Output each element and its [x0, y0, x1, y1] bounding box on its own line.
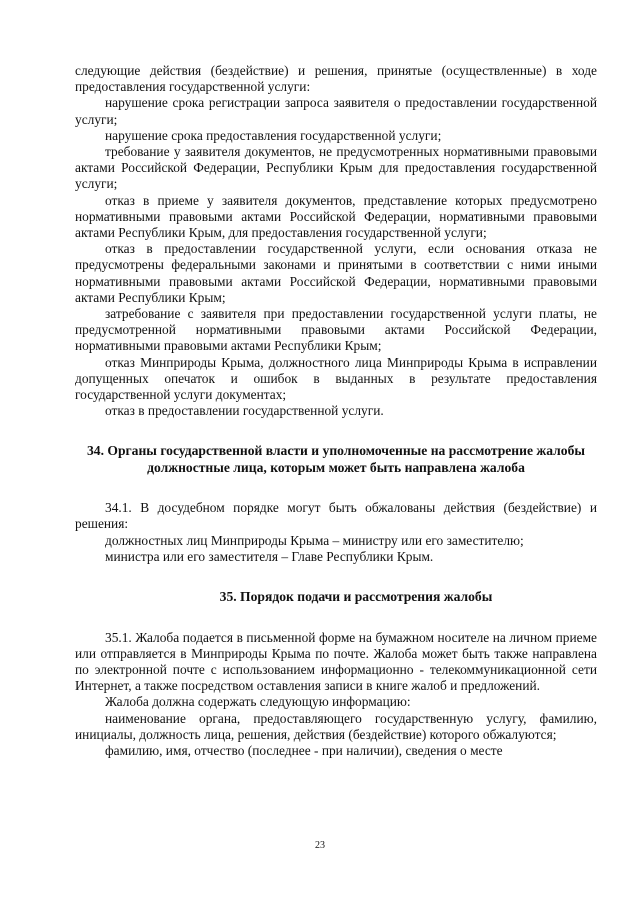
section-34-paragraph: 34.1. В досудебном порядке могут быть обжалованы действия (бездействие) и решения: — [75, 500, 597, 532]
section-34-heading: 34. Органы государственной власти и уполномоченные на рассмотрение жалобы должностные лица, которым может быть направлена жалоба — [86, 443, 585, 475]
list-item: отказ Минприроды Крыма, должностного лица Минприроды Крыма в исправлении допущенных опечаток и ошибок в выданных в результате предоставления государственной услуги документах; — [75, 354, 597, 403]
list-item: отказ в предоставлении государственной услуги. — [105, 403, 384, 419]
section-35-paragraph: 35.1. Жалоба подается в письменной форме на бумажном носителе на личном приеме или отправляется в Минприроды Крыма по почте. Жалоба может быть также направлена по электронной почте с использованием информационно - телекоммуникационной сети Интернет, а также посредством оставления записи в книге жалоб и предложений. — [75, 629, 597, 694]
list-item: отказ в приеме у заявителя документов, представление которых предусмотрено нормативными правовыми актами Российской Федерации, нормативными правовыми актами Республики Крым, для предоставления государственной услуги; — [75, 192, 597, 241]
page-content — [75, 63, 597, 759]
section-35-paragraph: Жалоба должна содержать следующую информацию: — [105, 694, 411, 710]
section-35-heading: 35. Порядок подачи и рассмотрения жалобы — [219, 589, 493, 605]
page-number: 23 — [315, 840, 325, 851]
list-item: наименование органа, предоставляющего государственную услугу, фамилию, инициалы, должность лица, решения, действия (бездействие) которого обжалуются; — [75, 710, 597, 742]
list-item: должностных лиц Минприроды Крыма – министру или его заместителю; — [105, 532, 524, 548]
intro-continuation: следующие действия (бездействие) и решения, принятые (осуществленные) в ходе предоставления государственной услуги: — [75, 63, 597, 95]
list-item: фамилию, имя, отчество (последнее - при наличии), сведения о месте — [105, 742, 503, 758]
list-item: нарушение срока регистрации запроса заявителя о предоставлении государственной услуги; — [75, 95, 597, 127]
list-item: нарушение срока предоставления государственной услуги; — [105, 127, 442, 143]
list-item: министра или его заместителя – Главе Республики Крым. — [105, 548, 434, 564]
list-item: требование у заявителя документов, не предусмотренных нормативными правовыми актами Российской Федерации, Республики Крым для предоставления государственной услуги; — [75, 144, 597, 192]
list-item: отказ в предоставлении государственной услуги, если основания отказа не предусмотрены федеральными законами и принятыми в соответствии с ними иными нормативными правовыми актами Российской Федерации, нормативными правовыми актами Республики Крым; — [75, 241, 597, 305]
list-item: затребование с заявителя при предоставлении государственной услуги платы, не предусмотренной нормативными правовыми актами Российской Федерации, нормативными правовыми актами Республики Крым; — [75, 306, 597, 354]
